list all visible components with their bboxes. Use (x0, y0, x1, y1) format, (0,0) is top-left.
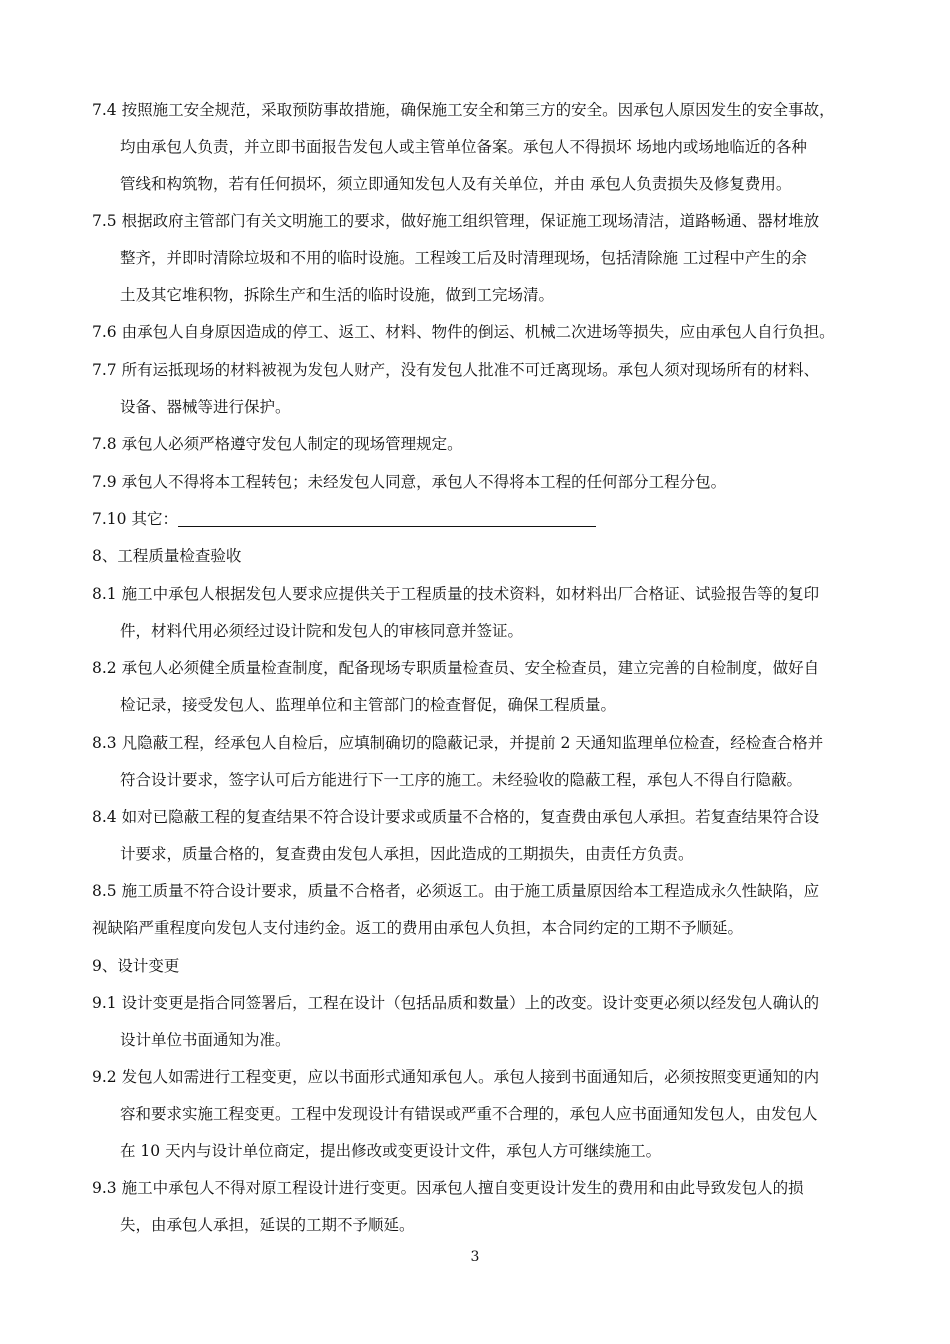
clause-8-3 (92, 725, 882, 799)
text-line: 9.3 施工中承包人不得对原工程设计进行变更。因承包人擅自变更设计发生的费用和由此导致发包人的损 (92, 1179, 804, 1197)
text-line: 计要求，质量合格的，复查费由发包人承担，因此造成的工期损失，由责任方负责。 (120, 845, 694, 863)
text-line: 8.2 承包人必须健全质量检查制度，配备现场专职质量检查员、安全检查员，建立完善的自检制度，做好自 (92, 659, 820, 677)
clause-7-6 (92, 314, 882, 351)
clause-9-2 (92, 1059, 882, 1170)
fill-in-blank-line[interactable] (178, 512, 596, 527)
text-line: 失，由承包人承担，延误的工期不予顺延。 (120, 1216, 415, 1234)
clause-7-5 (92, 203, 882, 314)
text-line: 8.4 如对已隐蔽工程的复查结果不符合设计要求或质量不合格的，复查费由承包人承担。若复查结果符合设 (92, 808, 820, 826)
text-line: 8.1 施工中承包人根据发包人要求应提供关于工程质量的技术资料，如材料出厂合格证、试验报告等的复印 (92, 585, 820, 603)
text-line: 视缺陷严重程度向发包人支付违约金。返工的费用由承包人负担，本合同约定的工期不予顺延。 (92, 919, 744, 937)
text-line: 检记录，接受发包人、监理单位和主管部门的检查督促，确保工程质量。 (120, 696, 617, 714)
text-line: 管线和构筑物，若有任何损坏，须立即通知发包人及有关单位，并由 承包人负责损失及修复费用。 (120, 175, 792, 193)
clause-7-9 (92, 464, 882, 501)
text-line: 在 10 天内与设计单位商定，提出修改或变更设计文件，承包人方可继续施工。 (120, 1142, 662, 1160)
section-8-heading (92, 538, 882, 575)
text-line: 7.5 根据政府主管部门有关文明施工的要求，做好施工组织管理，保证施工现场清洁，道路畅通、器材堆放 (92, 212, 820, 230)
text-line: 整齐，并即时清除垃圾和不用的临时设施。工程竣工后及时清理现场，包括清除施 工过程中产生的余 (120, 249, 807, 267)
clause-9-1 (92, 985, 882, 1059)
text-line: 土及其它堆积物，拆除生产和生活的临时设施，做到工完场清。 (120, 286, 555, 304)
text-line: 7.7 所有运抵现场的材料被视为发包人财产，没有发包人批准不可迁离现场。承包人须对现场所有的材料、 (92, 361, 820, 379)
section-heading: 9、设计变更 (92, 957, 180, 975)
clause-7-10 (92, 501, 882, 538)
page-number: 3 (470, 1249, 480, 1265)
text-line: 7.4 按照施工安全规范，采取预防事故措施，确保施工安全和第三方的安全。因承包人原因发生的安全事故， (92, 101, 835, 119)
section-9-heading (92, 948, 882, 985)
text-line: 7.10 其它： (92, 510, 178, 528)
clause-8-1 (92, 576, 882, 650)
clause-7-8 (92, 426, 882, 463)
text-line: 9.1 设计变更是指合同签署后，工程在设计（包括品质和数量）上的改变。设计变更必须以经发包人确认的 (92, 994, 820, 1012)
clause-8-5 (92, 873, 882, 947)
text-line: 7.8 承包人必须严格遵守发包人制定的现场管理规定。 (92, 435, 463, 453)
text-line: 8.3 凡隐蔽工程，经承包人自检后，应填制确切的隐蔽记录，并提前 2 天通知监理单位检查，经检查合格并 (92, 734, 824, 752)
text-line: 7.9 承包人不得将本工程转包；未经发包人同意，承包人不得将本工程的任何部分工程分包。 (92, 473, 727, 491)
text-line: 设备、器械等进行保护。 (120, 398, 291, 416)
text-line: 件，材料代用必须经过设计院和发包人的审核同意并签证。 (120, 622, 524, 640)
clause-8-4 (92, 799, 882, 873)
clause-9-3 (92, 1170, 882, 1244)
text-line: 8.5 施工质量不符合设计要求，质量不合格者，必须返工。由于施工质量原因给本工程造成永久性缺陷，应 (92, 882, 820, 900)
text-line: 9.2 发包人如需进行工程变更，应以书面形式通知承包人。承包人接到书面通知后，必须按照变更通知的内 (92, 1068, 820, 1086)
text-line: 符合设计要求，签字认可后方能进行下一工序的施工。未经验收的隐蔽工程，承包人不得自行隐蔽。 (120, 771, 803, 789)
clause-7-4 (92, 92, 882, 203)
text-line: 7.6 由承包人自身原因造成的停工、返工、材料、物件的倒运、机械二次进场等损失，应由承包人自行负担。 (92, 323, 835, 341)
clause-7-7 (92, 352, 882, 426)
section-heading: 8、工程质量检查验收 (92, 547, 242, 565)
text-line: 设计单位书面通知为准。 (120, 1031, 291, 1049)
clause-8-2 (92, 650, 882, 724)
text-line: 容和要求实施工程变更。工程中发现设计有错误或严重不合理的，承包人应书面通知发包人，由发包人 (120, 1105, 818, 1123)
text-line: 均由承包人负责，并立即书面报告发包人或主管单位备案。承包人不得损坏 场地内或场地临近的各种 (120, 138, 807, 156)
